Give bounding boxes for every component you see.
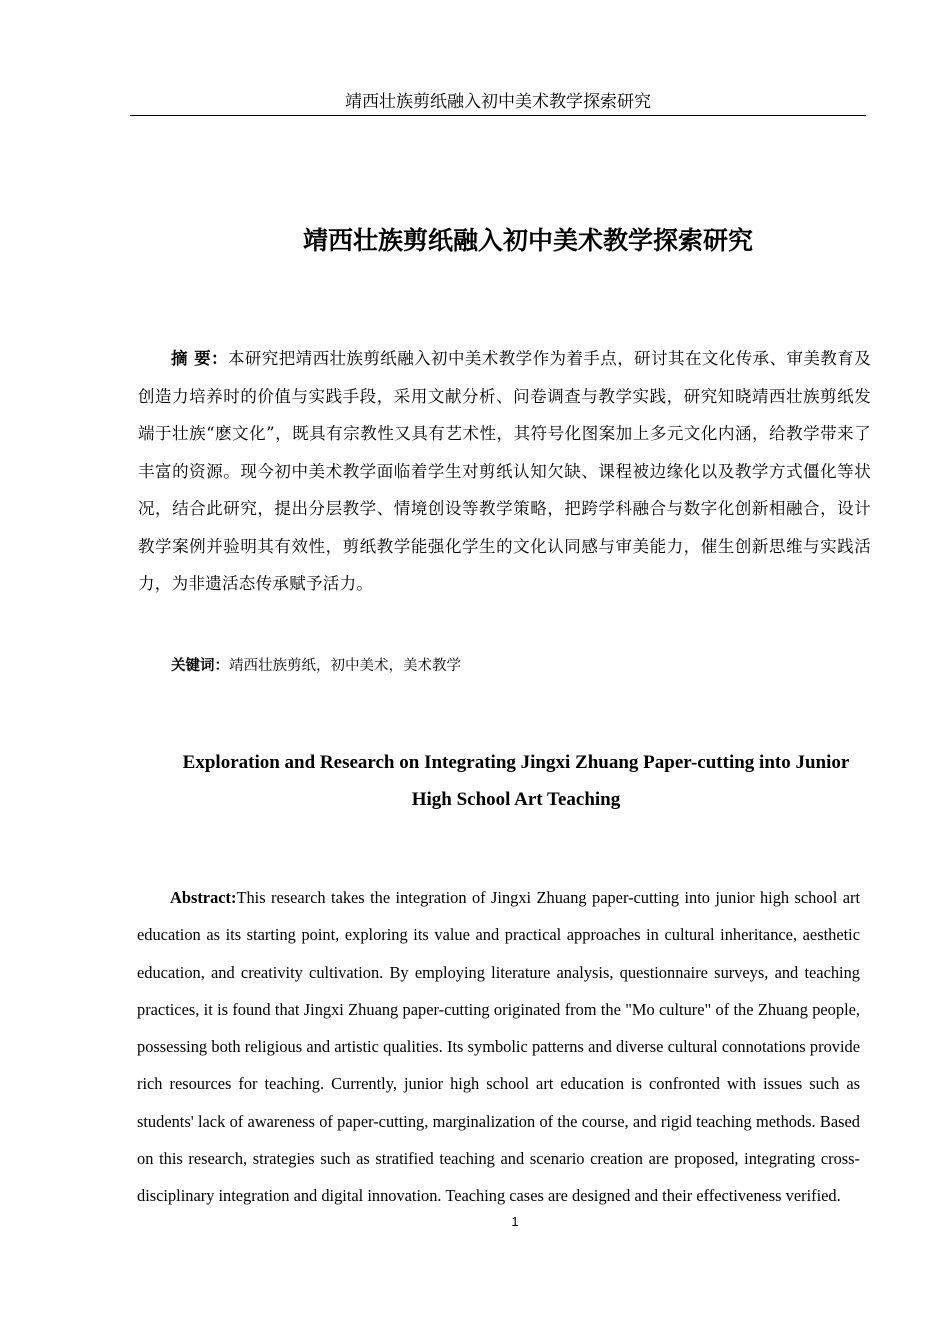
english-abstract-text: This research takes the integration of Jingxi Zhuang paper-cutting into junior high school art education as its starting point, exploring its value and practical approaches in cultural inheritance, aesthetic education, and creativity cultivation. By employing literature analysis, questionnaire surveys, and teaching practices, it is found that Jingxi Zhuang paper-cutting originated from the "Mo culture" of the Zhuang people, possessing both religious and artistic qualities. Its symbolic patterns and diverse cultural connotations provide rich resources for teaching. Currently, junior high school art education is confronted with issues such as students' lack of awareness of paper-cutting, marginalization of the course, and rigid teaching methods. Based on this research, strategies such as stratified teaching and scenario creation are proposed, integrating cross-disciplinary integration and digital innovation. Teaching cases are designed and their effectiveness verified. — [137, 888, 860, 1206]
english-title: Exploration and Research on Integrating Jingxi Zhuang Paper-cutting into Junior High School Art Teaching — [182, 752, 850, 810]
chinese-abstract-text: 本研究把靖西壮族剪纸融入初中美术教学作为着手点，研讨其在文化传承、审美教育及创造力培养时的价值与实践手段，采用文献分析、问卷调查与教学实践，研究知晓靖西壮族剪纸发端于壮族“麽文化”，既具有宗教性又具有艺术性，其符号化图案加上多元文化内涵，给教学带来了丰富的资源。现今初中美术教学面临着学生对剪纸认知欠缺、课程被边缘化以及教学方式僵化等状况，结合此研究，提出分层教学、情境创设等教学策略，把跨学科融合与数字化创新相融合，设计教学案例并验明其有效性，剪纸教学能强化学生的文化认同感与审美能力，催生创新思维与实践活力，为非遗活态传承赋予活力。 — [138, 349, 871, 593]
header-rule — [130, 115, 866, 116]
english-abstract-label: Abstract: — [170, 888, 237, 907]
chinese-keywords-label: 关键词： — [171, 658, 229, 674]
chinese-keywords-text: 靖西壮族剪纸，初中美术，美术教学 — [229, 658, 461, 674]
english-abstract — [137, 879, 860, 1215]
chinese-abstract-label: 摘 要： — [171, 349, 228, 368]
running-header: 靖西壮族剪纸融入初中美术教学探索研究 — [345, 92, 651, 112]
chinese-abstract — [138, 340, 871, 603]
page-number: 1 — [511, 1214, 519, 1229]
chinese-keywords — [171, 655, 871, 677]
chinese-title: 靖西壮族剪纸融入初中美术教学探索研究 — [302, 226, 753, 255]
